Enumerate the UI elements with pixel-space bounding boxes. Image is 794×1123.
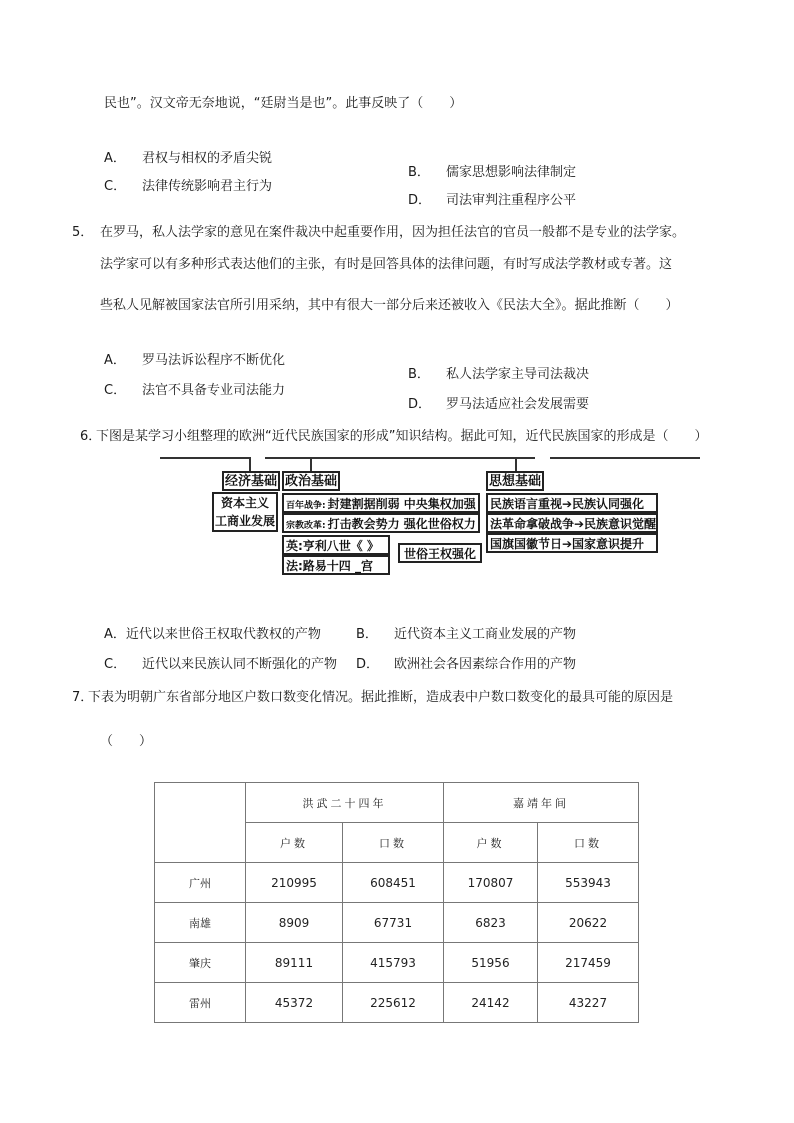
period-header-1: 洪武二十四年 (246, 783, 444, 823)
option-letter: A． (104, 353, 126, 368)
table-row (155, 983, 639, 1023)
option-text: 近代以来民族认同不断强化的产物 (142, 657, 338, 672)
table-corner-cell (155, 783, 246, 863)
thought-row-1: 民族语言重视➔民族认同强化 (486, 493, 658, 513)
secular-power-strengthened: 世俗王权强化 (398, 543, 482, 563)
option-text: 司法审判注重程序公平 (446, 193, 577, 208)
option-letter: D． (408, 193, 432, 208)
option-text: 近代资本主义工商业发展的产物 (394, 627, 577, 642)
political-row-2 (282, 513, 480, 533)
table-row (155, 903, 639, 943)
q4-option-a[interactable] (104, 151, 272, 167)
value-cell: 67731 (343, 903, 444, 943)
thought-row-2: 法革命拿破战争➔民族意识觉醒 (486, 513, 658, 533)
place-cell: 肇庆 (155, 943, 246, 983)
place-cell: 雷州 (155, 983, 246, 1023)
value-cell: 6823 (444, 903, 538, 943)
economic-basis-label: 经济基础 (222, 471, 280, 491)
place-cell: 广州 (155, 863, 246, 903)
value-cell: 415793 (343, 943, 444, 983)
option-letter: A． (104, 151, 126, 166)
row-text: 封建割据削弱 中央集权加强 (327, 497, 476, 511)
q7-answer-blank: （ ） (100, 734, 153, 749)
option-text: 罗马法诉讼程序不断优化 (142, 353, 286, 368)
population-table (154, 782, 639, 1023)
option-text: 法官不具备专业司法能力 (142, 383, 286, 398)
q5-option-a[interactable] (104, 353, 285, 369)
option-letter: D． (408, 397, 432, 412)
table-row (155, 943, 639, 983)
table-row (155, 863, 639, 903)
connector-line (515, 457, 517, 471)
q4-option-b[interactable] (408, 165, 576, 181)
option-letter: D． (356, 657, 380, 672)
q6-number: 6． (80, 429, 102, 444)
option-letter: B． (408, 165, 430, 180)
q5-stem-line-3: 些私人见解被国家法官所引用采纳，其中有很大一部分后来还被收入《民法大全》。据此推断（ ） (100, 298, 679, 313)
connector-line (265, 457, 535, 459)
households-header: 户数 (246, 823, 343, 863)
place-cell: 南雄 (155, 903, 246, 943)
q5-option-b[interactable] (408, 367, 589, 383)
option-text: 法律传统影响君主行为 (142, 179, 273, 194)
england-example: 英:亨利八世《 》 (282, 535, 390, 555)
value-cell: 20622 (538, 903, 639, 943)
option-text: 儒家思想影响法律制定 (446, 165, 577, 180)
period-header-2: 嘉靖年间 (444, 783, 639, 823)
q5-option-d[interactable] (408, 397, 589, 413)
connector-line (310, 457, 312, 471)
value-cell: 51956 (444, 943, 538, 983)
q4-option-d[interactable] (408, 193, 576, 209)
q6-stem: 下图是某学习小组整理的欧洲“近代民族国家的形成”知识结构。据此可知，近代民族国家的形成是（ ） (96, 429, 708, 444)
row-tag: 宗教改革: (286, 521, 326, 531)
option-text: 私人法学家主导司法裁决 (446, 367, 590, 382)
q7-number: 7． (72, 690, 94, 705)
value-cell: 217459 (538, 943, 639, 983)
econ-line-1: 资本主义 (220, 496, 269, 510)
value-cell: 210995 (246, 863, 343, 903)
political-basis-label: 政治基础 (282, 471, 340, 491)
connector-line (550, 457, 700, 459)
value-cell: 553943 (538, 863, 639, 903)
value-cell: 8909 (246, 903, 343, 943)
econ-line-2: 工商业发展 (214, 514, 275, 528)
q7-stem: 下表为明朝广东省部分地区户数口数变化情况。据此推断，造成表中户数口数变化的最具可能的原因是 (88, 690, 674, 705)
q6-option-d[interactable] (356, 657, 576, 673)
value-cell: 225612 (343, 983, 444, 1023)
political-row-1 (282, 493, 480, 513)
option-letter: C． (104, 383, 127, 398)
connector-line (249, 457, 251, 471)
option-letter: C． (104, 657, 127, 672)
option-letter: A． (104, 627, 126, 642)
knowledge-structure-diagram (160, 445, 700, 580)
france-example: 法:路易十四 _宫 (282, 555, 390, 575)
population-header: 口数 (538, 823, 639, 863)
option-letter: B． (408, 367, 430, 382)
row-text: 打击教会势力 强化世俗权力 (327, 517, 476, 531)
value-cell: 170807 (444, 863, 538, 903)
row-tag: 百年战争: (286, 501, 326, 511)
value-cell: 43227 (538, 983, 639, 1023)
option-letter: C． (104, 179, 127, 194)
value-cell: 45372 (246, 983, 343, 1023)
option-text: 欧洲社会各因素综合作用的产物 (394, 657, 577, 672)
value-cell: 24142 (444, 983, 538, 1023)
connector-line (160, 457, 250, 459)
q5-stem-line-2: 法学家可以有多种形式表达他们的主张，有时是回答具体的法律问题，有时写成法学教材或专著。这 (100, 257, 673, 272)
q6-option-b[interactable] (356, 627, 576, 643)
thought-row-3: 国旗国徽节日➔国家意识提升 (486, 533, 658, 553)
q5-option-c[interactable] (104, 383, 285, 399)
value-cell: 608451 (343, 863, 444, 903)
option-letter: B． (356, 627, 378, 642)
q5-stem-line-1: 在罗马，私人法学家的意见在案件裁决中起重要作用，因为担任法官的官员一般都不是专业的法学家。 (100, 225, 686, 240)
q5-number: 5． (72, 225, 94, 240)
option-text: 罗马法适应社会发展需要 (446, 397, 590, 412)
q6-option-c[interactable] (104, 657, 337, 673)
option-text: 君权与相权的矛盾尖锐 (142, 151, 273, 166)
q4-stem-tail: 民也”。汉文帝无奈地说，“廷尉当是也”。此事反映了（ ） (104, 96, 463, 111)
option-text: 近代以来世俗王权取代教权的产物 (125, 627, 321, 642)
q4-option-c[interactable] (104, 179, 272, 195)
table-header-row (155, 783, 639, 823)
households-header: 户数 (444, 823, 538, 863)
economic-content (212, 492, 278, 532)
value-cell: 89111 (246, 943, 343, 983)
population-header: 口数 (343, 823, 444, 863)
q6-option-a[interactable] (104, 627, 321, 643)
thought-basis-label: 思想基础 (486, 471, 544, 491)
